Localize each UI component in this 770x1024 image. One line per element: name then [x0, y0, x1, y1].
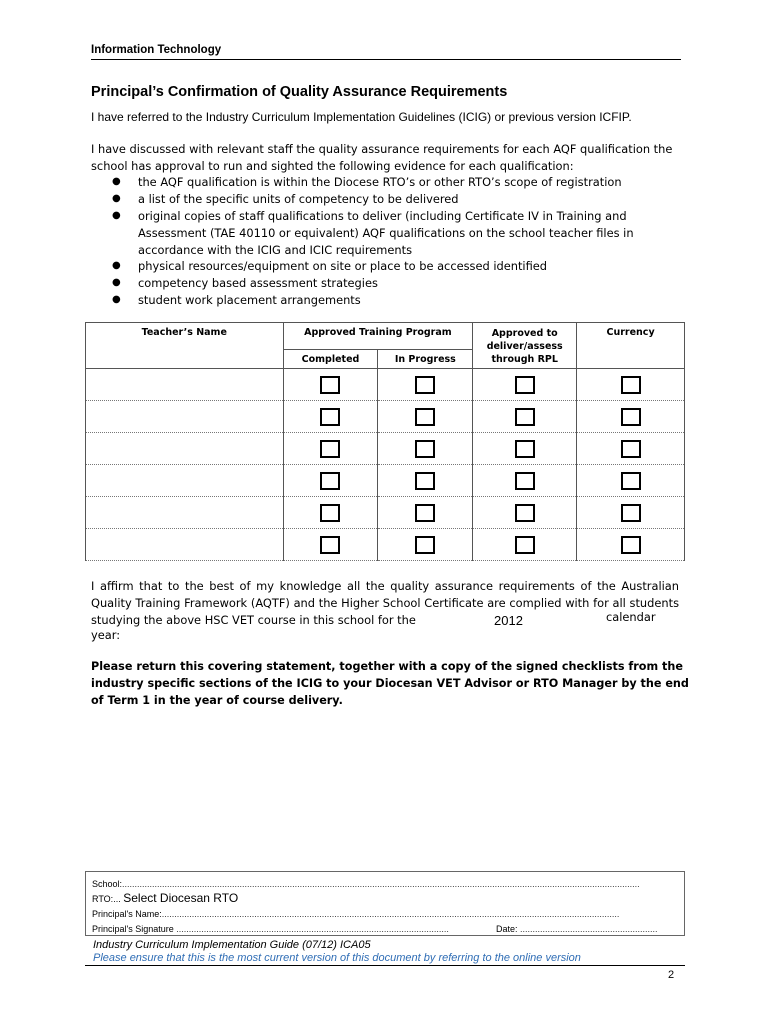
currency-checkbox[interactable]	[621, 440, 641, 458]
teacher-name-cell[interactable]	[86, 433, 284, 465]
rpl-checkbox[interactable]	[515, 536, 535, 554]
completed-checkbox[interactable]	[320, 472, 340, 490]
section-header: Information Technology	[91, 44, 222, 56]
currency-checkbox[interactable]	[621, 472, 641, 490]
principal-name-line[interactable]: Principal's Name:.......................................................................................................................................................................................	[92, 909, 620, 919]
currency-checkbox[interactable]	[621, 376, 641, 394]
page-number: 2	[668, 969, 675, 981]
signature-box	[85, 871, 685, 936]
col-currency: Currency	[577, 323, 685, 369]
table-row	[86, 369, 685, 401]
rpl-checkbox[interactable]	[515, 376, 535, 394]
guide-reference: Industry Curriculum Implementation Guide (07/12) ICA05	[93, 939, 371, 951]
completed-checkbox[interactable]	[320, 376, 340, 394]
completed-checkbox[interactable]	[320, 440, 340, 458]
currency-checkbox[interactable]	[621, 504, 641, 522]
table-row	[86, 529, 685, 561]
calendar-word: calendar	[606, 610, 656, 624]
completed-checkbox[interactable]	[320, 536, 340, 554]
return-instructions: Please return this covering statement, together with a copy of the signed checklists from the industry specific sections of the ICIG to your Diocesan VET Advisor or RTO Manager by the end of Term 1 in the year of course delivery.	[91, 660, 689, 707]
table-row	[86, 401, 685, 433]
currency-checkbox[interactable]	[621, 408, 641, 426]
in-progress-checkbox[interactable]	[415, 536, 435, 554]
in-progress-checkbox[interactable]	[415, 376, 435, 394]
header-rule	[91, 59, 681, 60]
version-notice: Please ensure that this is the most current version of this document by referring to the online version	[93, 952, 581, 964]
discussion-lead-2: school has approval to run and sighted the following evidence for each qualification:	[91, 159, 574, 173]
table-row	[86, 433, 685, 465]
date-line[interactable]: Date: .......................................................	[496, 924, 658, 934]
in-progress-checkbox[interactable]	[415, 408, 435, 426]
rpl-checkbox[interactable]	[515, 472, 535, 490]
affirmation-tail: year:	[91, 628, 121, 642]
bullet-icon: ●	[112, 210, 121, 221]
rto-line[interactable]: RTO:... Select Diocesan RTO	[92, 891, 239, 905]
school-line[interactable]: School:...............................................................................................................................................................................................................	[92, 879, 640, 889]
col-in-progress: In Progress	[378, 350, 473, 369]
teacher-name-cell[interactable]	[86, 497, 284, 529]
in-progress-checkbox[interactable]	[415, 440, 435, 458]
affirmation-paragraph: I affirm that to the best of my knowledge all the quality assurance requirements of the Australian Quality Training Framework (AQTF) and the Higher School Certificate are complied with for all students studying the above HSC VET course in this school for the	[91, 579, 679, 627]
table-row	[86, 497, 685, 529]
currency-checkbox[interactable]	[621, 536, 641, 554]
in-progress-checkbox[interactable]	[415, 504, 435, 522]
in-progress-checkbox[interactable]	[415, 472, 435, 490]
rpl-checkbox[interactable]	[515, 408, 535, 426]
intro-statement: I have referred to the Industry Curriculum Implementation Guidelines (ICIG) or previous version ICFIP.	[91, 110, 632, 124]
principal-signature-line[interactable]: Principal's Signature .............................................................................................................	[92, 924, 449, 934]
page-title: Principal’s Confirmation of Quality Assurance Requirements	[91, 84, 508, 100]
teacher-name-cell[interactable]	[86, 369, 284, 401]
table-row	[86, 465, 685, 497]
col-rpl: Approved to deliver/assess through RPL	[473, 323, 577, 369]
completed-checkbox[interactable]	[320, 504, 340, 522]
table-header-row	[86, 323, 685, 350]
rpl-checkbox[interactable]	[515, 504, 535, 522]
bullet-icon: ●	[112, 176, 121, 187]
discussion-lead-1: I have discussed with relevant staff the quality assurance requirements for each AQF qualification the	[91, 142, 673, 156]
year-field[interactable]: 2012	[494, 613, 523, 628]
footer-rule	[85, 965, 685, 966]
col-teacher-name: Teacher’s Name	[86, 323, 284, 369]
bullet-icon: ●	[112, 294, 121, 305]
bullet-icon: ●	[112, 193, 121, 204]
completed-checkbox[interactable]	[320, 408, 340, 426]
teacher-name-cell[interactable]	[86, 465, 284, 497]
rpl-checkbox[interactable]	[515, 440, 535, 458]
rto-select[interactable]: Select Diocesan RTO	[123, 891, 239, 905]
bullet-icon: ●	[112, 260, 121, 271]
bullet-icon: ●	[112, 277, 121, 288]
teacher-name-cell[interactable]	[86, 401, 284, 433]
col-approved-program: Approved Training Program	[283, 323, 473, 350]
teacher-qualification-table	[85, 322, 685, 561]
col-completed: Completed	[283, 350, 378, 369]
teacher-name-cell[interactable]	[86, 529, 284, 561]
